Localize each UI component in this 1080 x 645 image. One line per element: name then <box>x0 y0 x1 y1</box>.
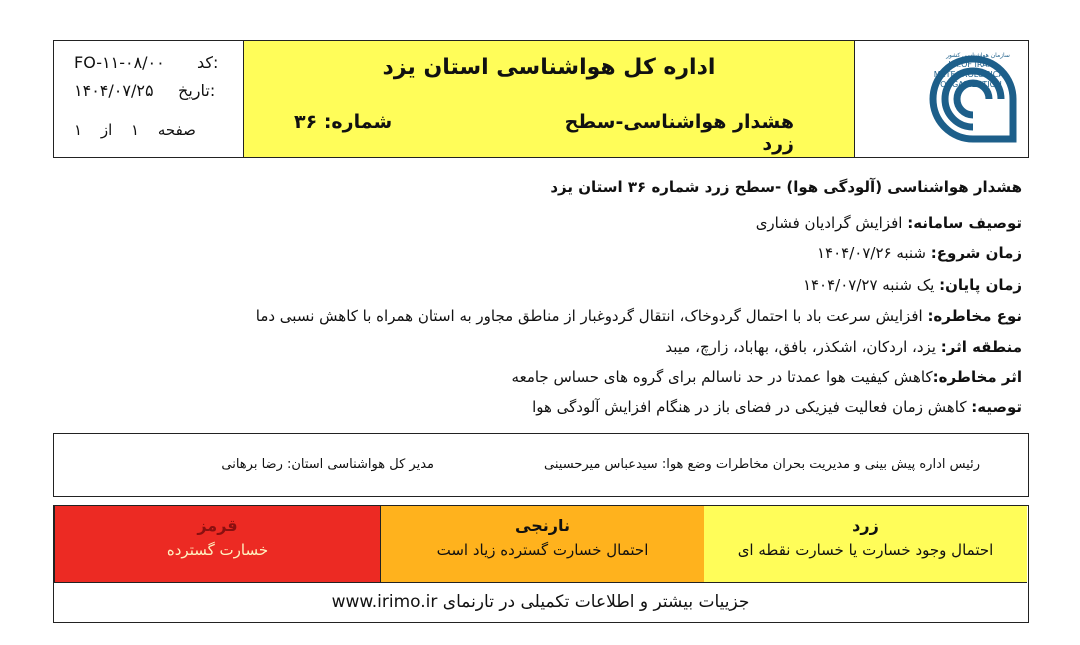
logo-text-fa: سازمان هواشناسی کشور <box>946 52 1010 59</box>
system-description <box>756 214 1022 232</box>
warning-number: شماره: ۳۶ <box>294 111 393 133</box>
area-value: یزد، اردکان، اشکذر، بافق، بهاباد، زارچ، میبد <box>665 338 941 356</box>
level-yellow <box>704 506 1027 582</box>
website-footer: جزییات بیشتر و اطلاعات تکمیلی در تارنمای www.irimo.ir <box>54 582 1027 622</box>
end-time <box>803 276 1022 294</box>
start-label: زمان شروع: <box>930 244 1022 262</box>
signature-box <box>53 433 1029 497</box>
level-orange <box>380 506 704 582</box>
doc-date-value: ۱۴۰۴/۰۷/۲۵ <box>74 81 154 100</box>
logo-text-1: I.R.OF IRAN <box>948 60 994 69</box>
affected-area <box>665 338 1022 356</box>
advice-label: توصیه: <box>971 398 1022 416</box>
level-red-title: قرمز <box>197 516 238 535</box>
director-signature: مدیر کل هواشناسی استان: رضا برهانی <box>221 457 434 472</box>
warning-levels-table <box>53 505 1029 623</box>
doc-meta-box <box>54 41 244 157</box>
hazard-type <box>256 307 1022 325</box>
level-red <box>54 506 380 582</box>
hazard-label: نوع مخاطره: <box>927 307 1022 325</box>
doc-page-number: صفحه ۱ از ۱ <box>74 121 196 139</box>
end-label: زمان پایان: <box>939 276 1022 294</box>
title-box <box>244 41 854 157</box>
logo-text-2: METEOROLOGICAL <box>933 70 1009 79</box>
level-yellow-desc: احتمال وجود خسارت یا خسارت نقطه ای <box>737 541 994 559</box>
hazard-effect <box>512 368 1022 386</box>
recommendation <box>532 398 1022 416</box>
doc-date-label: تاریخ: <box>178 81 216 100</box>
system-value: افزایش گرادیان فشاری <box>755 214 908 232</box>
organization-title: اداره کل هواشناسی استان یزد <box>382 55 716 80</box>
logo-box <box>854 41 1028 157</box>
warning-heading: هشدار هواشناسی (آلودگی هوا) -سطح زرد شماره ۳۶ استان یزد <box>550 178 1022 196</box>
level-yellow-title: زرد <box>852 516 879 535</box>
advice-value: کاهش زمان فعالیت فیزیکی در فضای باز در هنگام افزایش آلودگی هوا <box>532 398 972 416</box>
warning-level-title: هشدار هواشناسی-سطح زرد <box>564 111 794 155</box>
start-value: شنبه ۱۴۰۴/۰۷/۲۶ <box>817 244 931 262</box>
document-header <box>53 40 1029 158</box>
irimo-logo <box>923 49 1023 149</box>
effect-value: کاهش کیفیت هوا عمدتا در حد ناسالم برای گروه های حساس جامعه <box>511 368 933 386</box>
start-time <box>817 244 1022 262</box>
hazard-value: افزایش سرعت باد با احتمال گردوخاک، انتقال گردوغبار از مناطق مجاور به استان همراه با کاهش نسبی دما <box>255 307 928 325</box>
logo-text-3: ORGANIZATION <box>940 80 1002 89</box>
effect-label: اثر مخاطره: <box>932 368 1022 386</box>
system-label: توصیف سامانه: <box>907 214 1022 232</box>
level-orange-desc: احتمال خسارت گسترده زیاد است <box>436 541 649 559</box>
level-red-desc: خسارت گسترده <box>166 541 269 559</box>
doc-code-label: کد: <box>197 53 219 72</box>
end-value: یک شنبه ۱۴۰۴/۰۷/۲۷ <box>802 276 940 294</box>
area-label: منطقه اثر: <box>940 338 1022 356</box>
doc-code-value: FO-۱۱-۰۸/۰۰ <box>74 53 165 72</box>
level-orange-title: نارنجی <box>515 516 570 535</box>
forecast-head-signature: رئیس اداره پیش بینی و مدیریت بحران مخاطرات وضع هوا: سیدعباس میرحسینی <box>544 457 980 472</box>
